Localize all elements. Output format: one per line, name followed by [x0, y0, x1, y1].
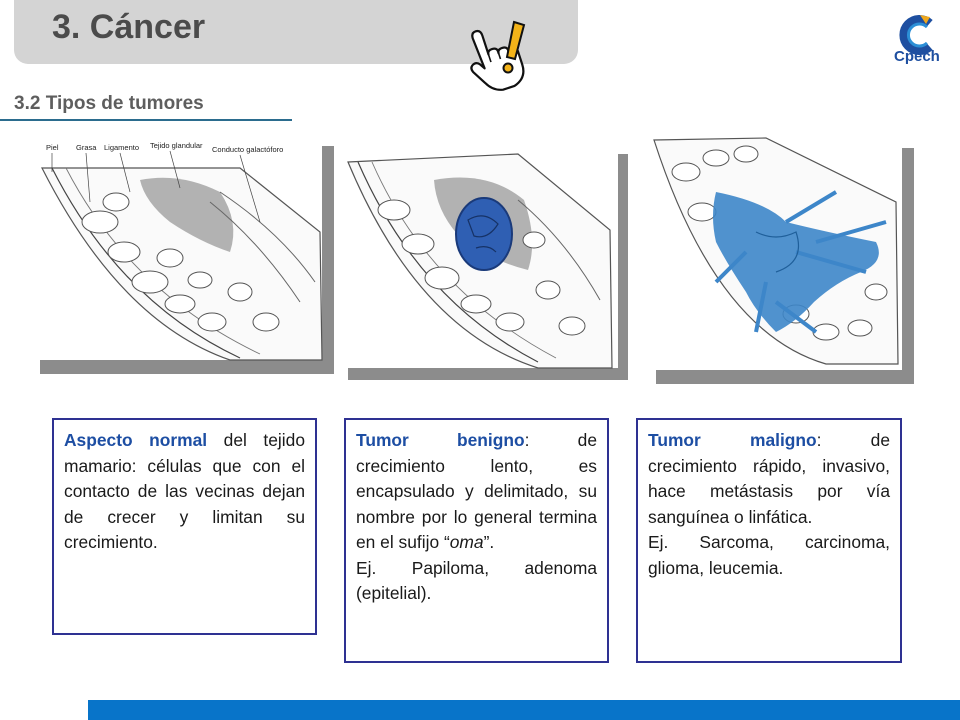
section-subtitle: 3.2 Tipos de tumores: [14, 93, 204, 114]
logo-text: Cpech: [894, 48, 940, 65]
malignant-tumor-example: Ej. Sarcoma, carcinoma, glioma, leucemia.: [648, 532, 890, 578]
benign-tumor-text: : de crecimiento lento, es encapsulado y delimitado, su nombre por lo general termina en el sufijo “: [356, 430, 597, 552]
label-tejido: Tejido glandular: [150, 141, 203, 150]
normal-tissue-paragraph: [64, 428, 305, 556]
benign-tumor-illustration: [338, 140, 630, 382]
benign-tumor-suffix: oma: [449, 532, 484, 552]
page-title: 3. Cáncer: [52, 8, 206, 46]
subtitle-underline: [0, 119, 292, 121]
malignant-tumor-paragraph: [648, 428, 890, 530]
malignant-tumor-text: : de crecimiento rápido, invasivo, hace metástasis por vía sanguínea o linfática.: [648, 430, 890, 527]
normal-tissue-description: [52, 418, 317, 635]
pointing-hand-warning-icon: [462, 18, 532, 98]
label-ligamento: Ligamento: [104, 143, 140, 152]
benign-tumor-heading: Tumor benigno: [356, 430, 525, 450]
footer-accent-bar: [88, 700, 960, 720]
normal-tissue-illustration: [30, 132, 336, 378]
malignant-tumor-illustration: [646, 132, 916, 386]
normal-tissue-heading: Aspecto normal: [64, 430, 208, 450]
malignant-tumor-description: [636, 418, 902, 663]
benign-tumor-text-end: ”.: [483, 532, 495, 552]
benign-tumor-description: [344, 418, 609, 663]
benign-tumor-example: Ej. Papiloma, adenoma (epitelial).: [356, 557, 597, 603]
label-grasa: Grasa: [76, 143, 97, 152]
normal-tissue-text: del tejido mamario: células que con el contacto de las vecinas dejan de crecer y limitan su crecimiento.: [64, 430, 305, 552]
malignant-tumor-heading: Tumor maligno: [648, 430, 817, 450]
benign-tumor-paragraph: [356, 428, 597, 556]
label-conducto: Conducto galactóforo: [212, 145, 284, 154]
label-piel: Piel: [46, 143, 59, 152]
